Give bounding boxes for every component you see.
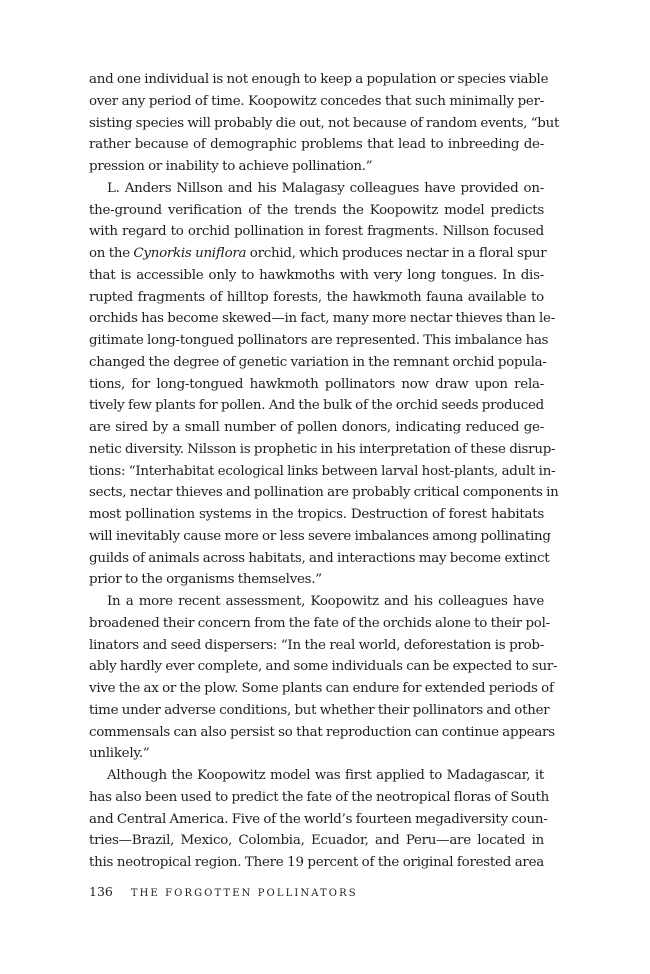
- text-line: ably hardly ever complete, and some individuals can be expected to sur-: [89, 659, 558, 675]
- species-name: Cynorkis uniflora: [133, 246, 247, 261]
- page-footer: [89, 884, 358, 899]
- text-line: commensals can also persist so that reproduction can continue appears: [89, 724, 555, 740]
- text-line: [89, 243, 547, 265]
- text-line: vive the ax or the plow. Some plants can endure for extended periods of: [89, 681, 554, 696]
- text-line: linators and seed dispersers: “In the real world, deforestation is prob-: [89, 637, 544, 653]
- paragraph-end-line: prior to the organisms themselves.”: [89, 572, 322, 588]
- running-head: THE FORGOTTEN POLLINATORS: [130, 888, 358, 899]
- text-line: time under adverse conditions, but whether their pollinators and other: [89, 702, 550, 718]
- text-line: tions: “Interhabitat ecological links between larval host-plants, adult in-: [89, 463, 556, 479]
- text-line: guilds of animals across habitats, and interactions may become extinct: [89, 550, 550, 566]
- text-line: tively few plants for pollen. And the bulk of the orchid seeds produced: [89, 398, 544, 414]
- text-line: the-ground verification of the trends the Koopowitz model predicts: [89, 202, 544, 218]
- text-line: that is accessible only to hawkmoths with very long tongues. In dis-: [89, 267, 544, 283]
- paragraph-end-line: unlikely.”: [89, 746, 150, 762]
- text-line: netic diversity. Nilsson is prophetic in his interpretation of these disrup-: [89, 441, 556, 457]
- text-line: sects, nectar thieves and pollination are probably critical components in: [89, 485, 559, 501]
- text-line: are sired by a small number of pollen donors, indicating reduced ge-: [89, 420, 544, 435]
- text-line: and Central America. Five of the world’s fourteen megadiversity coun-: [89, 811, 548, 827]
- text-line: orchids has become skewed—in fact, many more nectar thieves than le-: [89, 311, 555, 327]
- text-span: orchid, which produces nectar in a floral spur: [246, 246, 547, 261]
- paragraph-start-line: L. Anders Nillson and his Malagasy colleagues have provided on-: [107, 180, 544, 196]
- text-line: tions, for long-tongued hawkmoth pollinators now draw upon rela-: [89, 376, 544, 392]
- paragraph-start-line: Although the Koopowitz model was first applied to Madagascar, it: [107, 768, 544, 783]
- page-body: [89, 69, 560, 874]
- text-span: on the: [89, 246, 134, 261]
- text-line: tries—Brazil, Mexico, Colombia, Ecuador, and Peru—are located in: [89, 833, 544, 849]
- text-line: will inevitably cause more or less severe imbalances among pollinating: [89, 528, 551, 544]
- text-line: gitimate long-tongued pollinators are represented. This imbalance has: [89, 333, 549, 348]
- text-line: broadened their concern from the fate of the orchids alone to their pol-: [89, 615, 550, 631]
- page-number: 136: [89, 884, 113, 899]
- text-line: changed the degree of genetic variation in the remnant orchid popula-: [89, 354, 547, 370]
- text-line: has also been used to predict the fate of the neotropical floras of South: [89, 789, 550, 805]
- text-line: sisting species will probably die out, not because of random events, “but: [89, 115, 560, 131]
- paragraph-start-line: In a more recent assessment, Koopowitz and his colleagues have: [107, 594, 544, 609]
- text-line: most pollination systems in the tropics. Destruction of forest habitats: [89, 507, 544, 522]
- text-line: and one individual is not enough to keep a population or species viable: [89, 72, 549, 87]
- text-line: over any period of time. Koopowitz concedes that such minimally per-: [89, 93, 544, 109]
- paragraph-end-line: pression or inability to achieve pollination.”: [89, 159, 373, 174]
- text-line: rather because of demographic problems that lead to inbreeding de-: [89, 137, 544, 153]
- text-line: with regard to orchid pollination in forest fragments. Nillson focused: [89, 224, 544, 240]
- text-line: this neotropical region. There 19 percent of the original forested area: [89, 855, 544, 870]
- text-line: rupted fragments of hilltop forests, the hawkmoth fauna available to: [89, 289, 544, 305]
